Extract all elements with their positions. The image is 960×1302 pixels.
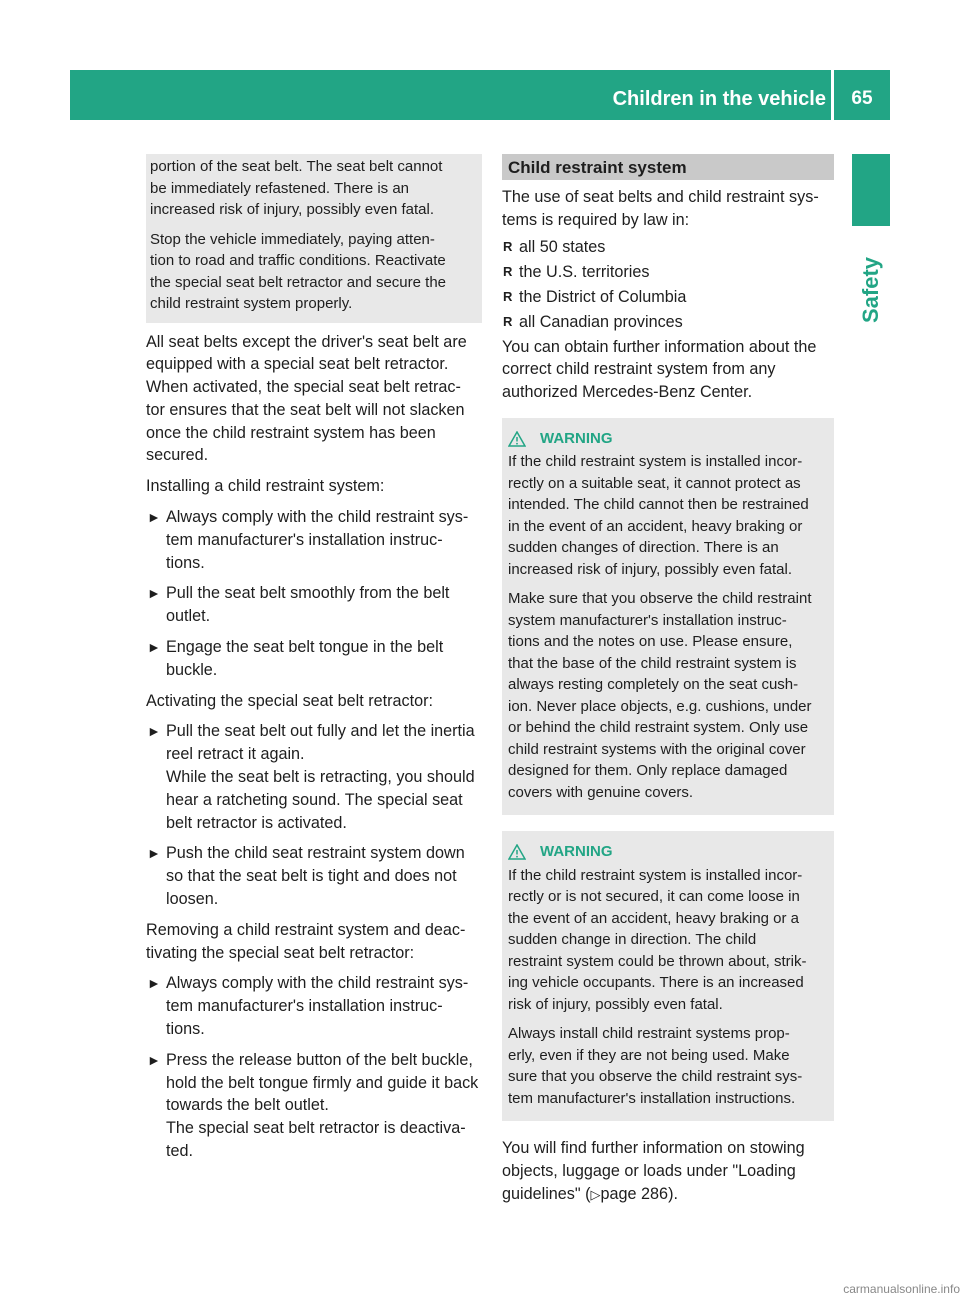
text-line: buckle.	[166, 660, 218, 679]
text-line: If the child restraint system is installed incor-	[508, 866, 803, 884]
step-arrow-icon: ►	[147, 585, 161, 602]
text-line: increased risk of injury, possibly even fatal.	[508, 560, 793, 578]
closing-paragraph	[502, 1137, 834, 1206]
list-item	[502, 236, 834, 259]
text-line: belt retractor is activated.	[166, 813, 347, 832]
chapter-title: Children in the vehicle	[612, 88, 826, 110]
bullet-icon: R	[503, 313, 513, 329]
text-line: tivating the special seat belt retractor:	[146, 943, 415, 962]
jurisdiction-list	[502, 236, 834, 334]
page-reference-icon: ▷	[590, 1187, 601, 1203]
warning-box	[502, 831, 834, 1121]
warning-paragraph	[508, 1023, 828, 1109]
text-line: tem manufacturer's installation instruc-	[166, 997, 443, 1016]
text-line: Press the release button of the belt buckle,	[166, 1050, 473, 1069]
text-line: sudden changes of direction. There is an	[508, 539, 779, 557]
text-line: Push the child seat restraint system down	[166, 844, 465, 863]
warning-label: WARNING	[540, 843, 613, 861]
text-line: outlet.	[166, 607, 211, 626]
instruction-step	[146, 972, 482, 1040]
text-line: sudden change in direction. The child	[508, 931, 757, 949]
warning-paragraph	[508, 865, 828, 1016]
list-item-text: the U.S. territories	[519, 262, 650, 281]
warning-header	[508, 428, 828, 450]
step-arrow-icon: ►	[147, 1051, 161, 1068]
text-line: Always comply with the child restraint sys-	[166, 508, 469, 527]
bullet-icon: R	[503, 238, 513, 254]
continued-paragraph	[150, 156, 478, 221]
instruction-step	[146, 1049, 482, 1163]
left-column	[146, 154, 482, 1171]
text-line: You will find further information on stowing	[502, 1139, 805, 1158]
text-line: Engage the seat belt tongue in the belt	[166, 638, 444, 657]
list-item	[502, 311, 834, 334]
text-line: hold the belt tongue firmly and guide it back	[166, 1073, 479, 1092]
text-line: All seat belts except the driver's seat belt are	[146, 332, 467, 351]
text-line: once the child restraint system has been	[146, 423, 436, 442]
text-line: be immediately refastened. There is an	[150, 179, 410, 197]
text-line: the event of an accident, heavy braking or a	[508, 909, 800, 927]
text-line: tem manufacturer's installation instructions.	[508, 1089, 796, 1107]
text-line: The special seat belt retractor is deactiva-	[166, 1119, 466, 1138]
text-line: increased risk of injury, possibly even fatal.	[150, 201, 435, 218]
instruction-step	[146, 582, 482, 628]
text-line	[502, 1183, 834, 1207]
text-line: erly, even if they are not being used. Make	[508, 1046, 790, 1064]
section-marker	[852, 154, 890, 226]
warning-label: WARNING	[540, 429, 613, 447]
text-fragment: guidelines" (	[502, 1185, 591, 1204]
text-line: authorized Mercedes-Benz Center.	[502, 383, 753, 402]
step-arrow-icon: ►	[147, 975, 161, 992]
removing-heading	[146, 919, 482, 965]
list-item-text: all Canadian provinces	[519, 312, 683, 331]
text-line: Always comply with the child restraint sys-	[166, 974, 469, 993]
text-line: portion of the seat belt. The seat belt cannot	[150, 158, 443, 175]
text-line: that the base of the child restraint system is	[508, 654, 797, 672]
section-tab-label: Safety	[858, 256, 883, 324]
text-line: ted.	[166, 1142, 194, 1160]
text-line: in the event of an accident, heavy braking or	[508, 517, 803, 535]
text-line: the special seat belt retractor and secure the	[150, 273, 447, 291]
section-heading: Child restraint system	[502, 154, 834, 180]
text-line: Pull the seat belt out fully and let the inertia	[166, 722, 475, 741]
list-item-text: all 50 states	[519, 237, 606, 256]
step-arrow-icon: ►	[147, 723, 161, 740]
step-arrow-icon: ►	[147, 639, 161, 656]
text-line: always resting completely on the seat cush-	[508, 676, 799, 694]
list-item	[502, 286, 834, 309]
list-item-text: the District of Columbia	[519, 287, 687, 306]
instruction-step	[146, 636, 482, 682]
step-arrow-icon: ►	[147, 509, 161, 526]
text-line: Pull the seat belt smoothly from the belt	[166, 584, 450, 603]
text-line: sure that you observe the child restraint sys-	[508, 1068, 803, 1086]
warning-header	[508, 841, 828, 863]
info-paragraph	[502, 336, 834, 404]
warning-box	[502, 418, 834, 816]
activating-heading: Activating the special seat belt retractor:	[146, 691, 434, 710]
text-line: tions and the notes on use. Please ensure,	[508, 633, 793, 651]
text-line: covers with genuine covers.	[508, 783, 694, 801]
list-item	[502, 261, 834, 284]
text-line: While the seat belt is retracting, you should	[166, 768, 475, 787]
continued-paragraph	[150, 229, 478, 315]
right-column	[502, 154, 834, 1215]
text-line: When activated, the special seat belt retrac-	[146, 378, 461, 397]
text-line: tor ensures that the seat belt will not slacken	[146, 400, 465, 419]
text-line: secured.	[146, 446, 209, 465]
text-line: Stop the vehicle immediately, paying atten-	[150, 230, 435, 248]
page-number: 65	[851, 88, 873, 109]
text-line: If the child restraint system is installed incor-	[508, 453, 803, 471]
text-line: tem manufacturer's installation instruc-	[166, 530, 443, 549]
text-line: correct child restraint system from any	[502, 360, 776, 379]
text-line: loosen.	[166, 890, 219, 909]
text-line: or behind the child restraint system. Only use	[508, 719, 809, 737]
text-line: reel retract it again.	[166, 745, 305, 764]
text-line: Removing a child restraint system and deac-	[146, 920, 466, 939]
warning-triangle-icon	[508, 431, 526, 447]
text-line: You can obtain further information about the	[502, 337, 817, 356]
warning-paragraph	[508, 451, 828, 580]
warning-paragraph	[508, 588, 828, 803]
intro-paragraph	[502, 186, 834, 232]
instruction-step	[146, 842, 482, 910]
text-line: tions.	[166, 553, 205, 572]
text-line: tion to road and traffic conditions. Reactivate	[150, 252, 446, 269]
intro-paragraph	[146, 331, 482, 468]
warning-triangle-icon	[508, 844, 526, 860]
text-line: so that the seat belt is tight and does not	[166, 867, 457, 886]
continued-warning-box	[146, 154, 482, 323]
text-line: equipped with a special seat belt retractor.	[146, 355, 449, 374]
text-line: intended. The child cannot then be restrained	[508, 496, 809, 514]
text-line: risk of injury, possibly even fatal.	[508, 995, 723, 1013]
bullet-icon: R	[503, 288, 513, 304]
text-line: tions.	[166, 1020, 205, 1039]
bullet-icon: R	[503, 263, 513, 279]
text-line: towards the belt outlet.	[166, 1096, 329, 1115]
text-line: child restraint system properly.	[150, 295, 353, 312]
text-line: objects, luggage or loads under "Loading	[502, 1162, 796, 1181]
text-line: designed for them. Only replace damaged	[508, 762, 788, 780]
text-line: Make sure that you observe the child restraint	[508, 590, 812, 608]
instruction-step	[146, 720, 482, 834]
text-line: hear a ratcheting sound. The special seat	[166, 790, 463, 809]
text-line: Always install child restraint systems prop-	[508, 1025, 790, 1043]
text-line: The use of seat belts and child restraint sys-	[502, 188, 819, 206]
text-line: child restraint systems with the original cover	[508, 740, 806, 758]
installing-heading: Installing a child restraint system:	[146, 477, 385, 496]
text-line: ion. Never place objects, e.g. cushions, under	[508, 697, 812, 715]
page-reference-link[interactable]: page 286).	[600, 1185, 678, 1204]
text-line: rectly or is not secured, it can come loose in	[508, 888, 800, 906]
text-line: restraint system could be thrown about, strik-	[508, 952, 807, 970]
text-line: system manufacturer's installation instruc-	[508, 611, 787, 629]
text-line: rectly on a suitable seat, it cannot protect as	[508, 474, 801, 492]
text-line: tems is required by law in:	[502, 210, 690, 229]
step-arrow-icon: ►	[147, 845, 161, 862]
instruction-step	[146, 506, 482, 574]
text-line: ing vehicle occupants. There is an increased	[508, 974, 804, 992]
watermark: carmanualsonline.info	[843, 1282, 960, 1296]
